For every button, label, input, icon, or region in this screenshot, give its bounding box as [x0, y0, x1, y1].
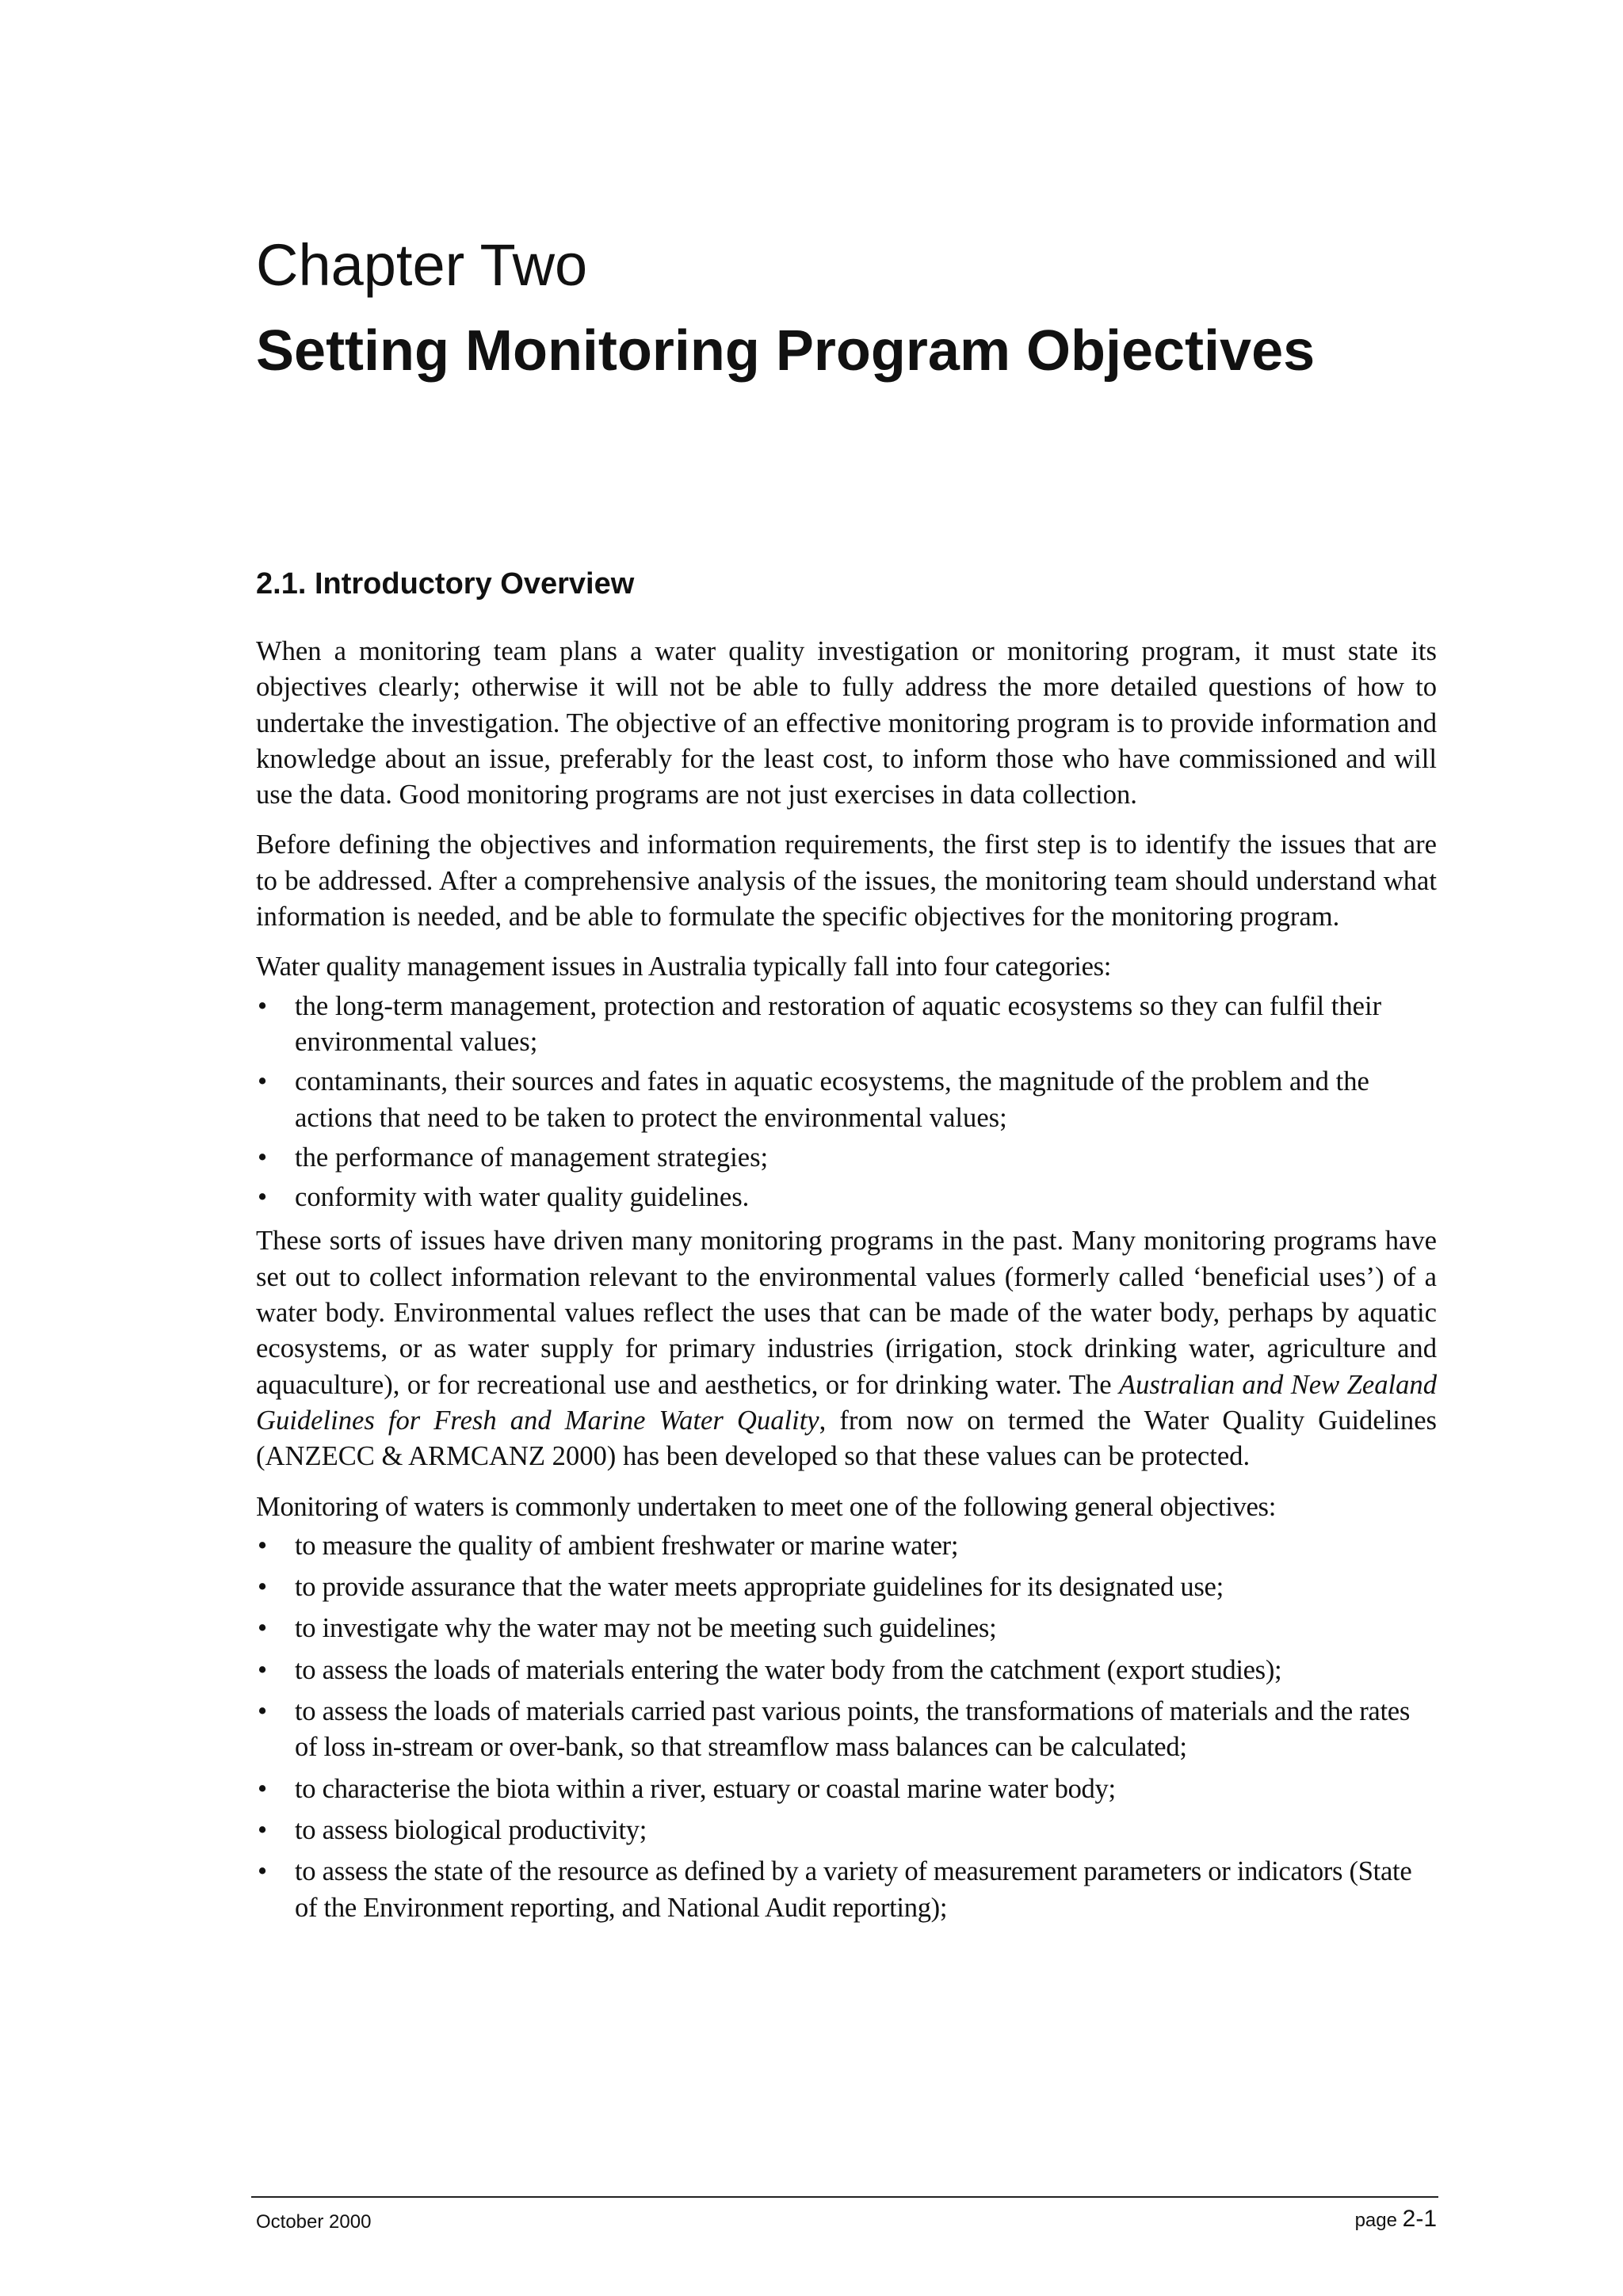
list-item-text: to assess the loads of materials carried past various points, the transformations of materials and the rates of loss in-stream or over-bank, so that streamflow mass balances can be calculated; [295, 1696, 1410, 1763]
body-text [256, 634, 1437, 1934]
bullet-icon: • [258, 990, 268, 1021]
guidelines-title: Australian and New Zealand Guidelines for Fresh and Marine Water Quality [256, 1369, 1437, 1436]
list-item-text: the performance of management strategies; [295, 1142, 769, 1173]
list-item-text: to characterise the biota within a river, estuary or coastal marine water body; [295, 1773, 1116, 1804]
chapter-label: Chapter Two [256, 232, 588, 298]
paragraph-text: , from now on termed the Water Quality Guidelines (ANZECC & ARMCANZ 2000) has been developed so that these values can be protected. [256, 1405, 1437, 1472]
chapter-title: Setting Monitoring Program Objectives [256, 319, 1316, 383]
list-item-text: to assess the loads of materials entering the water body from the catchment (export studies); [295, 1654, 1282, 1685]
list-item-text: to assess the state of the resource as defined by a variety of measurement parameters or indicators (State of the Environment reporting, and National Audit reporting); [295, 1856, 1412, 1923]
list-item [256, 1569, 1437, 1605]
bullet-icon: • [258, 1066, 268, 1097]
paragraph-issue-categories-intro: Water quality management issues in Australia typically fall into four categories: [256, 952, 1112, 982]
list-item-text: to assess biological productivity; [295, 1814, 647, 1845]
list-item [256, 1694, 1437, 1766]
list-item-text: conformity with water quality guidelines. [295, 1182, 750, 1213]
general-objectives-list [256, 1528, 1437, 1926]
paragraph-text: These sorts of issues have driven many monitoring programs in the past. Many monitoring programs have set out to collect information relevant to the environmental values (formerly called ‘beneficial uses’) of a water body. Environmental values reflect the uses that can be made of the water body, perhaps by aquatic ecosystems, or as water supply for primary industries (irrigation, stock drinking water, agriculture and aquaculture), or for recreational use and aesthetics, or for drinking water. The [256, 1226, 1437, 1400]
page-number: 2-1 [1402, 2206, 1437, 2232]
list-item [256, 1772, 1437, 1807]
paragraph-defining-issues: Before defining the objectives and information requirements, the first step is to identify the issues that are to be addressed. After a comprehensive analysis of the issues, the monitoring team should understand what information is needed, and be able to formulate the specific objectives for the monitoring program. [256, 830, 1437, 933]
bullet-icon: • [258, 1856, 267, 1887]
list-item [256, 1140, 1437, 1176]
paragraph-monitoring-objectives: When a monitoring team plans a water quality investigation or monitoring program, it must state its objectives clearly; otherwise it will not be able to fully address the more detailed questions of how to undertake the investigation. The objective of an effective monitoring program is to provide information and knowledge about an issue, preferably for the least cost, to inform those who have commissioned and will use the data. Good monitoring programs are not just exercises in data collection. [256, 636, 1437, 810]
paragraph-general-objectives-intro: Monitoring of waters is commonly undertaken to meet one of the following general objectives: [256, 1491, 1276, 1522]
bullet-icon: • [258, 1182, 268, 1213]
document-page [256, 0, 1437, 2296]
bullet-icon: • [258, 1530, 267, 1561]
list-item-text: the long-term management, protection and restoration of aquatic ecosystems so they can fulfil their environmental values; [295, 990, 1382, 1057]
footer-date: October 2000 [256, 2211, 372, 2233]
list-item-text: to provide assurance that the water meets appropriate guidelines for its designated use; [295, 1572, 1224, 1603]
footer-page-number [1355, 2207, 1437, 2233]
list-item-text: to measure the quality of ambient freshwater or marine water; [295, 1530, 959, 1561]
list-item-text: contaminants, their sources and fates in aquatic ecosystems, the magnitude of the problem and the actions that need to be taken to protect the environmental values; [295, 1066, 1369, 1133]
footer-divider [251, 2196, 1438, 2198]
list-item [256, 989, 1437, 1061]
list-item [256, 1854, 1437, 1926]
list-item-text: to investigate why the water may not be meeting such guidelines; [295, 1613, 997, 1644]
paragraph-environmental-values [256, 1223, 1437, 1474]
list-item [256, 1611, 1437, 1646]
list-item [256, 1528, 1437, 1564]
bullet-icon: • [258, 1142, 268, 1173]
bullet-icon: • [258, 1696, 267, 1727]
bullet-icon: • [258, 1613, 267, 1644]
bullet-icon: • [258, 1572, 267, 1603]
issue-categories-list [256, 989, 1437, 1216]
bullet-icon: • [258, 1773, 267, 1804]
bullet-icon: • [258, 1654, 267, 1685]
bullet-icon: • [258, 1814, 267, 1845]
section-heading: 2.1. Introductory Overview [256, 567, 635, 601]
list-item [256, 1180, 1437, 1215]
page-label: page [1354, 2210, 1403, 2231]
list-item [256, 1813, 1437, 1848]
list-item [256, 1653, 1437, 1688]
list-item [256, 1064, 1437, 1136]
